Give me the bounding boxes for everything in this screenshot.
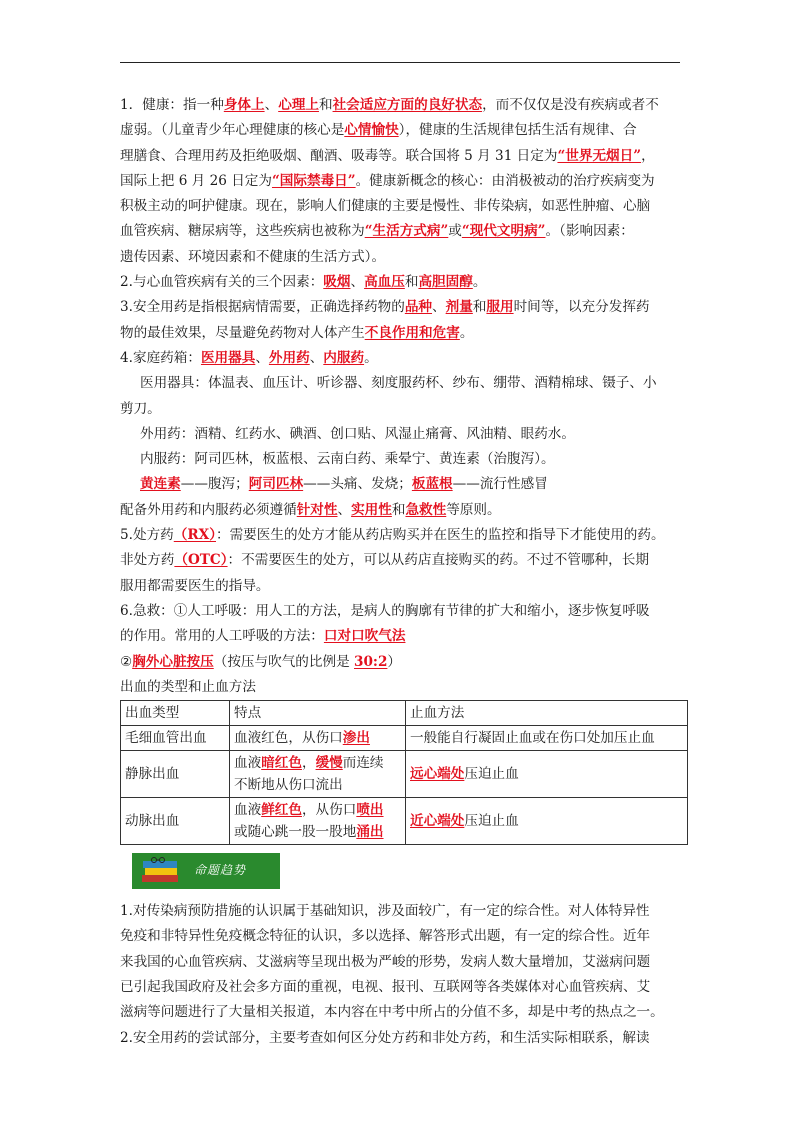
text: 血管疾病、糖尿病等，这些疾病也被称为	[120, 223, 365, 240]
text-line: 6.急救：①人工呼吸：用人工的方法，是病人的胸廓有节律的扩大和缩小，逐步恢复呼吸	[120, 602, 650, 619]
keyword: “世界无烟日”	[557, 147, 642, 164]
keyword: 阿司匹林	[248, 476, 304, 493]
text: 。（影响因素：	[545, 223, 634, 240]
books-icon	[138, 857, 184, 885]
text: ——头痛、发烧；	[303, 476, 412, 493]
text: 4.家庭药箱：	[120, 349, 201, 366]
text: 或随心跳一股一股地	[234, 824, 357, 841]
text: 。	[472, 274, 487, 291]
keyword: 针对性	[296, 501, 338, 518]
banner-label: 命题趋势	[194, 863, 247, 878]
text: 、	[264, 97, 279, 113]
text: ），健康的生活规律包括生活有规律、合	[398, 122, 637, 139]
text-line	[120, 93, 682, 118]
text: ②	[120, 653, 133, 670]
keyword: 渗出	[342, 730, 370, 747]
keyword: “国际禁毒日”	[271, 172, 356, 189]
keyword: 远心端处	[410, 766, 465, 783]
text: 而连续	[342, 755, 384, 772]
keyword: 内服药	[323, 349, 365, 366]
section-trend	[120, 899, 682, 1051]
text-line	[120, 321, 682, 346]
keyword: 高血压	[364, 274, 405, 291]
section-medicine-cabinet	[120, 346, 682, 523]
keyword: 喷出	[356, 802, 384, 819]
text: 、	[255, 349, 269, 366]
keyword: 30:2	[354, 653, 388, 670]
text: 、	[309, 349, 324, 366]
table-header-cell: 特点	[230, 701, 406, 726]
text-line	[120, 472, 682, 497]
table-row	[121, 751, 688, 798]
text: 时间等，以充分发挥药	[513, 299, 650, 316]
keyword: 暗红色	[261, 755, 302, 772]
text: 、	[350, 274, 365, 291]
keyword: 口对口吹气法	[323, 628, 406, 645]
table-cell	[230, 798, 406, 845]
section-safe-medication	[120, 295, 682, 346]
keyword: 涌出	[356, 824, 384, 841]
text: 。	[459, 324, 474, 341]
text-line: 积极主动的呵护健康。现在，影响人们健康的主要是慢性、非传染病，如恶性肿瘤、心脑	[120, 198, 651, 215]
keyword: 近心端处	[410, 813, 465, 830]
table-cell	[406, 751, 688, 798]
text-line	[120, 169, 682, 194]
keyword: 胸外心脏按压	[132, 653, 214, 670]
text-line: 遗传因素、环境因素和不健康的生活方式）。	[120, 248, 386, 265]
keyword: 心情愉快	[344, 122, 399, 139]
text: 不断地从伤口流出	[234, 777, 343, 794]
text: 的作用。常用的人工呼吸的方法：	[120, 628, 324, 645]
text-line	[120, 498, 682, 523]
text-line: 外用药：酒精、红药水、碘酒、创口贴、风湿止痛膏、风油精、眼药水。	[140, 425, 575, 442]
keyword: 医用器具	[200, 349, 256, 366]
text: 和	[391, 501, 406, 518]
text-line: 医用器具：体温表、血压计、听诊器、刻度服药杯、纱布、绷带、酒精棉球、镊子、小	[140, 375, 657, 392]
text: 和	[318, 97, 333, 113]
text: ）	[387, 653, 402, 670]
keyword: 鲜红色	[261, 802, 302, 819]
text-line	[120, 346, 682, 371]
text: 非处方药	[120, 552, 175, 569]
text: 等原则。	[446, 501, 501, 518]
text: 血液红色，从伤口	[234, 730, 343, 747]
text: 物的最佳效果，尽量避免药物对人体产生	[120, 324, 365, 341]
text: ——流行性感冒	[452, 476, 548, 493]
text-line: 内服药：阿司匹林，板蓝根、云南白药、乘晕宁、黄连素（治腹泻）。	[140, 451, 555, 468]
table-row	[121, 726, 688, 751]
keyword: 板蓝根	[411, 476, 453, 493]
text: 2.与心血管疾病有关的三个因素：	[120, 274, 324, 291]
keyword: 吸烟	[323, 274, 351, 291]
table-header-cell: 止血方法	[406, 701, 688, 726]
bleeding-table	[120, 700, 688, 845]
keyword: 心理上	[278, 97, 319, 113]
table-row	[121, 798, 688, 845]
text-line: 已引起我国政府及社会多方面的重视，电视、报刊、互联网等各类媒体对心血管疾病、艾	[120, 979, 651, 996]
table-cell	[230, 751, 406, 798]
trend-banner	[132, 853, 280, 889]
text: 虚弱。（儿童青少年心理健康的核心是	[120, 122, 345, 139]
text: ，	[641, 147, 655, 164]
keyword: 不良作用和危害	[364, 324, 460, 341]
text-line	[120, 650, 682, 675]
text-line	[120, 295, 682, 320]
text-line: 2.安全用药的尝试部分，主要考查如何区分处方药和非处方药，和生活实际相联系，解读	[120, 1029, 650, 1046]
table-cell	[406, 798, 688, 845]
text-line	[120, 118, 682, 143]
keyword: “生活方式病”	[364, 223, 449, 240]
table-header-cell: 出血类型	[121, 701, 230, 726]
text-line	[120, 144, 682, 169]
text: ，而不仅仅是没有疾病或者不	[482, 97, 659, 113]
text-line: 剪刀。	[120, 400, 161, 417]
keyword: 社会适应方面的良好状态	[332, 97, 483, 113]
keyword: （OTC）	[174, 552, 228, 569]
document-body	[120, 93, 682, 1051]
table-header-row	[121, 701, 688, 726]
keyword: 黄连素	[140, 476, 181, 493]
text: （按压与吹气的比例是	[213, 653, 355, 670]
keyword: 服用	[486, 299, 514, 316]
text: 压迫止血	[464, 813, 519, 830]
keyword: 外用药	[268, 349, 310, 366]
text: 理膳食、合理用药及拒绝吸烟、酗酒、吸毒等。联合国将 5 月 31 日定为	[120, 147, 558, 164]
text: 和	[472, 299, 487, 316]
section-cardio-factors	[120, 270, 682, 295]
text-line	[120, 523, 682, 548]
keyword: 品种	[404, 299, 433, 316]
text: 5.处方药	[120, 527, 174, 544]
keyword: 缓慢	[315, 755, 343, 772]
text-line: 来我国的心血管疾病、艾滋病等呈现出极为严峻的形势，发病人数大量增加，艾滋病问题	[120, 953, 651, 970]
table-cell: 静脉出血	[121, 751, 230, 798]
section-prescription	[120, 523, 682, 599]
keyword: “现代文明病”	[461, 223, 546, 240]
text: 3.安全用药是指根据病情需要，正确选择药物的	[120, 299, 405, 316]
section-first-aid	[120, 599, 682, 700]
text: 、	[337, 501, 352, 518]
header-rule	[120, 62, 680, 63]
keyword: （RX）	[173, 527, 216, 544]
text: ，	[301, 755, 316, 772]
text: ：不需要医生的处方，可以从药店直接购买的药。不过不管哪种，长期	[227, 552, 649, 569]
text-line: 1.对传染病预防措施的认识属于基础知识，涉及面较广，有一定的综合性。对人体特异性	[120, 903, 650, 920]
text: 、	[432, 299, 446, 316]
table-caption: 出血的类型和止血方法	[120, 678, 256, 695]
table-cell: 一般能自行凝固止血或在伤口处加压止血	[406, 726, 688, 751]
text: 。健康新概念的核心：由消极被动的治疗疾病变为	[355, 172, 655, 189]
text: ，从伤口	[301, 802, 357, 819]
table-cell: 动脉出血	[121, 798, 230, 845]
text: 配备外用药和内服药必须遵循	[120, 501, 297, 518]
text: 或	[448, 223, 462, 240]
text: 。	[364, 349, 378, 366]
table-cell: 毛细血管出血	[121, 726, 230, 751]
keyword: 急救性	[405, 501, 447, 518]
text: 血液	[234, 802, 262, 819]
section-health	[120, 93, 682, 270]
text-line: 滋病等问题进行了大量相关报道，本内容在中考中所占的分值不多，却是中考的热点之一。	[120, 1004, 664, 1021]
table-cell	[230, 726, 406, 751]
keyword: 身体上	[223, 97, 265, 113]
text: 国际上把 6 月 26 日定为	[120, 172, 272, 189]
text: ：需要医生的处方才能从药店购买并在医生的监控和指导下才能使用的药。	[216, 527, 665, 544]
keyword: 实用性	[351, 501, 392, 518]
text: 压迫止血	[464, 766, 519, 783]
keyword: 高胆固醇	[418, 274, 473, 291]
keyword: 剂量	[445, 299, 473, 316]
text-line: 服用都需要医生的指导。	[120, 577, 270, 594]
text-line	[120, 548, 682, 573]
text-line	[120, 624, 682, 649]
text: 1．健康：指一种	[120, 97, 224, 113]
text: 血液	[234, 755, 262, 772]
text: 和	[404, 274, 419, 291]
text-line: 免疫和非特异性免疫概念特征的认识，多以选择、解答形式出题，有一定的综合性。近年	[120, 928, 651, 945]
text: ——腹泻；	[180, 476, 249, 493]
text-line	[120, 219, 682, 244]
